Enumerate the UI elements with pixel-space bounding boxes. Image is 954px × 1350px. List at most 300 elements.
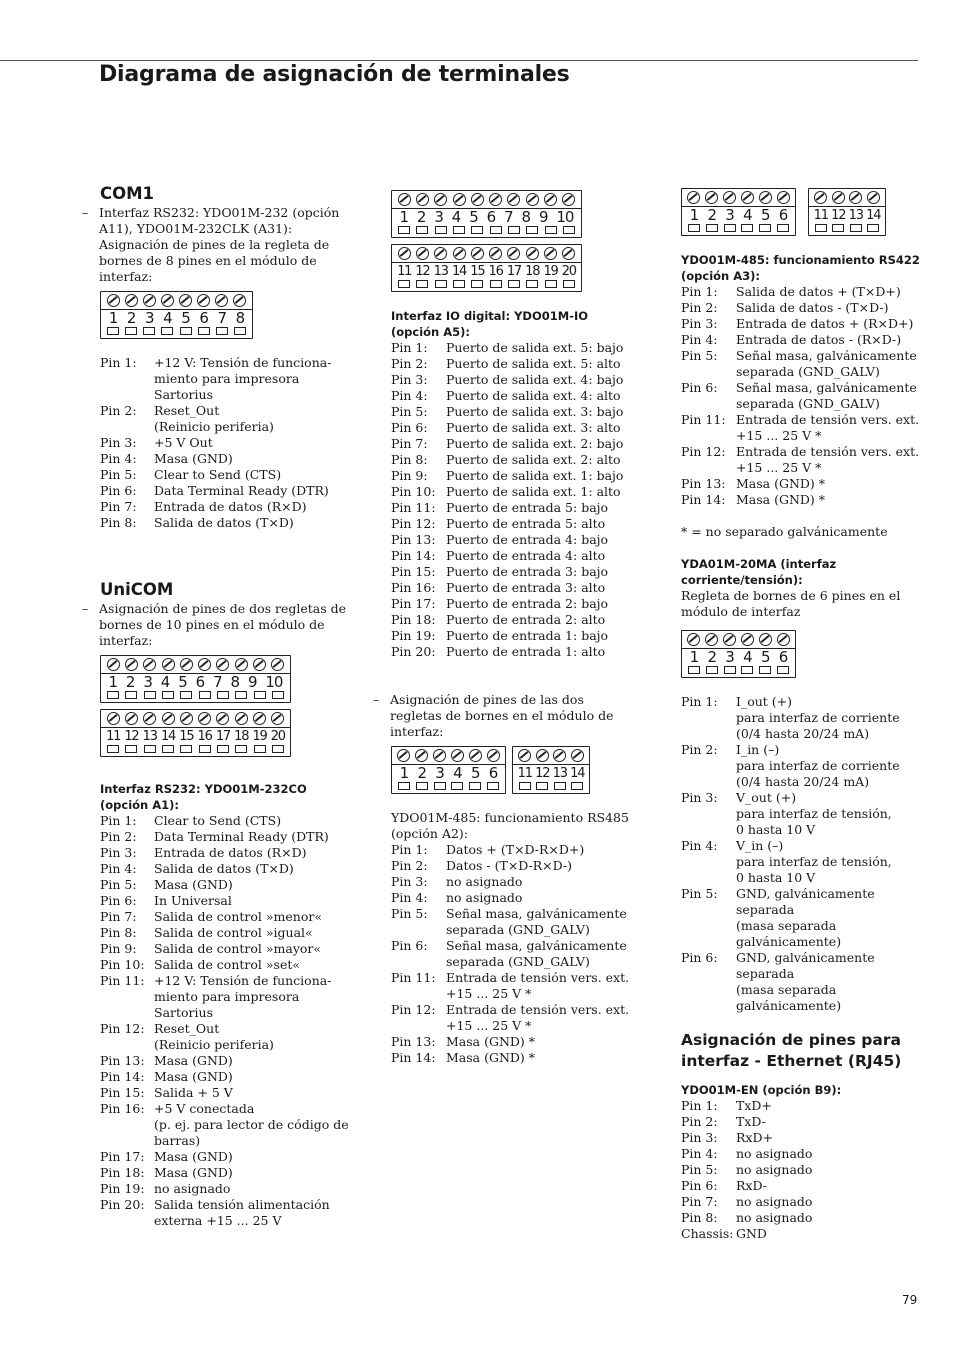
pin-description-line: miento para impresora Sartorius	[154, 371, 300, 402]
pin-label: Pin 18:	[391, 612, 436, 627]
terminal-number: 5	[178, 673, 187, 691]
terminal-slot	[235, 745, 247, 753]
pin-row	[100, 1069, 352, 1085]
pin-description-line: +15 ... 25 V *	[446, 986, 532, 1001]
screw-icon	[536, 749, 549, 762]
pin-row	[681, 1162, 926, 1178]
screw-icon	[687, 633, 700, 646]
pin-description	[446, 468, 635, 484]
pin-label: Pin 5:	[681, 348, 718, 363]
pin-label: Pin 4:	[681, 1146, 718, 1161]
terminal-slot	[453, 226, 465, 234]
pin-description-line: Entrada de tensión vers. ext.	[736, 444, 920, 459]
screw-icon	[705, 191, 718, 204]
terminal-slot	[526, 280, 538, 288]
screw-icon	[415, 749, 428, 762]
screw-icon	[233, 294, 246, 307]
pin-description-line: Puerto de salida ext. 4: alto	[446, 388, 621, 403]
terminal-slot	[180, 327, 192, 335]
pin-description-line: separada (GND_GALV)	[736, 396, 880, 411]
pin-description-line: +15 ... 25 V *	[446, 1018, 532, 1033]
pin-description	[446, 340, 635, 356]
pin-description-line: (p. ej. para lector de código de	[154, 1117, 349, 1132]
pin-label: Pin 2:	[681, 1114, 718, 1129]
terminal-number: 4	[163, 309, 172, 327]
pin-description-line: Masa (GND) *	[446, 1034, 536, 1049]
terminal-slot	[107, 327, 119, 335]
pin-label: Pin 4:	[681, 332, 718, 347]
pin-description	[446, 516, 635, 532]
pin-description	[154, 451, 352, 467]
screw-icon	[453, 193, 466, 206]
pin-description	[736, 694, 926, 742]
pin-description-line: RxD-	[736, 1178, 767, 1193]
terminal-number: 1	[108, 309, 118, 327]
rs485-intro: – Asignación de pines de las dos regletas de bornes en el módulo de interfaz:	[373, 692, 635, 740]
pin-description-line: Puerto de salida ext. 2: bajo	[446, 436, 624, 451]
screw-icon	[125, 712, 138, 725]
io-pin-list	[373, 340, 635, 660]
terminal-slot	[741, 224, 753, 232]
screw-icon	[398, 193, 411, 206]
pin-description-line: Clear to Send (CTS)	[154, 813, 282, 828]
pin-label: Pin 14:	[681, 492, 726, 507]
pin-description	[446, 874, 635, 890]
screw-icon	[705, 633, 718, 646]
pin-row	[681, 886, 926, 950]
screw-icon	[507, 193, 520, 206]
terminal-number: 3	[725, 648, 734, 666]
terminal-slot	[471, 226, 483, 234]
pin-description-line: Entrada de datos - (R×D-)	[736, 332, 902, 347]
terminal-slot	[416, 226, 428, 234]
terminal-slot	[777, 224, 789, 232]
pin-description-line: V_in (–)	[736, 838, 784, 853]
screw-icon	[759, 633, 772, 646]
pin-row	[681, 1130, 926, 1146]
pin-label: Pin 6:	[681, 950, 718, 965]
rs422-terminal-block-2	[808, 188, 886, 236]
pin-label: Pin 4:	[391, 890, 428, 905]
terminal-number: 6	[199, 309, 208, 327]
screw-icon	[161, 294, 174, 307]
terminal-slot	[554, 782, 566, 790]
pin-description	[736, 284, 926, 300]
pin-description-line: miento para impresora Sartorius	[154, 989, 300, 1020]
pin-label: Pin 2:	[391, 858, 428, 873]
pin-label: Pin 6:	[681, 380, 718, 395]
pin-label: Pin 16:	[391, 580, 436, 595]
screw-icon	[235, 712, 248, 725]
pin-description	[154, 877, 352, 893]
pin-description	[154, 829, 352, 845]
pin-description	[736, 742, 926, 790]
terminal-number: 13	[848, 208, 863, 223]
pin-label: Pin 15:	[100, 1085, 145, 1100]
pin-row	[681, 284, 926, 300]
pin-description-line: GND	[736, 1226, 767, 1241]
terminal-number: 2	[416, 208, 426, 226]
pin-row	[391, 356, 635, 372]
pin-row	[100, 813, 352, 829]
terminal-number: 10	[265, 673, 283, 691]
screw-icon	[197, 294, 210, 307]
pin-row	[391, 580, 635, 596]
terminal-number: 3	[434, 208, 443, 226]
pin-description-line: para interfaz de corriente	[736, 758, 900, 773]
pin-description-line: Puerto de salida ext. 3: bajo	[446, 404, 624, 419]
terminal-slot	[759, 666, 771, 674]
pin-label: Pin 17:	[391, 596, 436, 611]
terminal-number: 15	[179, 729, 194, 744]
pin-label: Pin 5:	[391, 404, 428, 419]
pin-row	[681, 694, 926, 742]
screw-icon	[453, 247, 466, 260]
pin-description	[446, 596, 635, 612]
pin-label: Pin 17:	[100, 1149, 145, 1164]
pin-description	[736, 1114, 926, 1130]
pin-label: Pin 9:	[391, 468, 428, 483]
pin-row	[681, 1114, 926, 1130]
pin-row	[100, 925, 352, 941]
pin-row	[681, 380, 926, 412]
io-terminal-block-1	[391, 190, 582, 238]
pin-label: Pin 8:	[681, 1210, 718, 1225]
pin-label: Pin 13:	[391, 1034, 436, 1049]
rs485-heading: YDO01M-485: funcionamiento RS485 (opción A2):	[391, 810, 629, 841]
pin-label: Pin 5:	[100, 467, 137, 482]
pin-description-line: Entrada de datos (R×D)	[154, 499, 307, 514]
pin-row	[100, 1085, 352, 1101]
pin-description-line: Salida de datos - (T×D-)	[736, 300, 889, 315]
pin-row	[681, 492, 926, 508]
pin-description	[446, 1034, 635, 1050]
pin-label: Pin 14:	[100, 1069, 145, 1084]
pin-row	[391, 436, 635, 452]
terminal-slot	[125, 745, 137, 753]
terminal-slot	[741, 666, 753, 674]
terminal-slot	[234, 327, 246, 335]
pin-description-line: Puerto de salida ext. 4: bajo	[446, 372, 624, 387]
screw-icon	[544, 247, 557, 260]
terminal-number: 8	[521, 208, 531, 226]
pin-description	[736, 348, 926, 380]
terminal-slot	[759, 224, 771, 232]
screw-icon	[489, 247, 502, 260]
rs485-terminal-block-2	[512, 746, 590, 794]
pin-description	[154, 1149, 352, 1165]
terminal-slot	[416, 782, 428, 790]
terminal-slot	[199, 745, 211, 753]
pin-label: Pin 8:	[100, 515, 137, 530]
pin-description	[446, 436, 635, 452]
pin-label: Pin 12:	[681, 444, 726, 459]
pin-row	[681, 1146, 926, 1162]
pin-description	[154, 467, 352, 483]
terminal-number: 8	[230, 673, 240, 691]
pin-label: Pin 18:	[100, 1165, 145, 1180]
screw-icon	[216, 658, 229, 671]
screw-icon	[526, 193, 539, 206]
rs485-terminal-block-1	[391, 746, 506, 794]
pin-description-line: Datos + (T×D-R×D+)	[446, 842, 585, 857]
pin-row	[391, 484, 635, 500]
screw-icon	[433, 749, 446, 762]
pin-row	[681, 790, 926, 838]
pin-label: Pin 13:	[681, 476, 726, 491]
pin-row	[681, 1194, 926, 1210]
terminal-number: 20	[270, 729, 285, 744]
terminal-slot	[125, 691, 137, 699]
screw-icon	[571, 749, 584, 762]
io-terminal-block-2	[391, 244, 582, 292]
terminal-number: 13	[142, 729, 157, 744]
pin-row	[100, 483, 352, 499]
screw-icon	[143, 712, 156, 725]
pin-description	[446, 842, 635, 858]
terminal-slot	[235, 691, 247, 699]
terminal-number: 7	[504, 208, 513, 226]
pin-description	[446, 906, 635, 938]
pin-description	[154, 403, 352, 435]
terminal-slot	[272, 745, 284, 753]
screw-icon	[162, 658, 175, 671]
pin-label: Pin 2:	[681, 742, 718, 757]
terminal-number: 3	[143, 673, 152, 691]
pin-row	[100, 1101, 352, 1149]
pin-label: Chassis:	[681, 1226, 734, 1241]
pin-label: Pin 5:	[391, 906, 428, 921]
screw-icon	[125, 294, 138, 307]
screw-icon	[143, 658, 156, 671]
pin-row	[391, 1002, 635, 1034]
pin-label: Pin 4:	[681, 838, 718, 853]
pin-label: Pin 6:	[100, 893, 137, 908]
terminal-number: 4	[451, 208, 461, 226]
terminal-number: 11	[813, 208, 828, 223]
terminal-slot	[107, 745, 119, 753]
pin-description	[736, 1098, 926, 1114]
terminal-number: 17	[215, 729, 230, 744]
screw-icon	[434, 193, 447, 206]
pin-row	[681, 348, 926, 380]
pin-description	[736, 1194, 926, 1210]
pin-description-line: +15 ... 25 V *	[736, 428, 822, 443]
screw-icon	[216, 712, 229, 725]
screw-icon	[143, 294, 156, 307]
pin-label: Pin 3:	[681, 316, 718, 331]
terminal-number: 2	[126, 309, 136, 327]
pin-description-line: Puerto de entrada 2: bajo	[446, 596, 609, 611]
terminal-slot	[519, 782, 531, 790]
pin-description	[154, 973, 352, 1021]
terminal-number: 11	[397, 264, 412, 279]
pin-row	[391, 644, 635, 660]
pin-description-line: externa +15 ... 25 V	[154, 1213, 282, 1228]
screw-icon	[777, 633, 790, 646]
pin-row	[681, 316, 926, 332]
screw-icon	[471, 247, 484, 260]
pin-description-line: Puerto de salida ext. 3: alto	[446, 420, 621, 435]
terminal-number: 6	[778, 648, 788, 666]
pin-label: Pin 3:	[681, 790, 718, 805]
pin-row	[391, 858, 635, 874]
terminal-number: 12	[535, 766, 550, 781]
screw-icon	[487, 749, 500, 762]
terminal-slot	[706, 666, 718, 674]
pin-label: Pin 4:	[100, 451, 137, 466]
column-left	[82, 183, 352, 1229]
terminal-number: 6	[488, 764, 498, 782]
terminal-number: 1	[689, 206, 699, 224]
screw-icon	[451, 749, 464, 762]
pin-row	[681, 1226, 926, 1242]
terminal-number: 14	[451, 264, 467, 279]
terminal-number: 13	[433, 264, 448, 279]
pin-row	[391, 628, 635, 644]
com1-terminal-block	[100, 291, 253, 339]
pin-row	[100, 467, 352, 483]
pin-description	[154, 1021, 352, 1053]
column-middle	[373, 190, 635, 1066]
pin-description-line: RxD+	[736, 1130, 773, 1145]
pin-description	[446, 970, 635, 1002]
rs422-pin-list	[681, 284, 926, 508]
pin-description-line: Masa (GND) *	[446, 1050, 536, 1065]
pin-description-line: Clear to Send (CTS)	[154, 467, 282, 482]
pin-description	[446, 500, 635, 516]
pin-description-line: Masa (GND)	[154, 1165, 233, 1180]
terminal-slot	[471, 280, 483, 288]
pin-description	[154, 1069, 352, 1085]
ethernet-pin-list	[681, 1098, 926, 1242]
terminal-number: 1	[689, 648, 699, 666]
screw-icon	[814, 191, 827, 204]
terminal-slot	[217, 691, 229, 699]
pin-description-line: (masa separada galvánicamente)	[736, 918, 842, 949]
pin-row	[100, 829, 352, 845]
terminal-number: 19	[543, 264, 558, 279]
terminal-number: 8	[235, 309, 245, 327]
pin-label: Pin 5:	[681, 886, 718, 901]
pin-description-line: separada (GND_GALV)	[446, 922, 590, 937]
pin-description	[736, 332, 926, 348]
terminal-number: 5	[181, 309, 190, 327]
screw-icon	[469, 749, 482, 762]
pin-description	[446, 1002, 635, 1034]
terminal-slot	[125, 327, 137, 335]
terminal-slot	[451, 782, 463, 790]
terminal-number: 3	[435, 764, 444, 782]
screw-icon	[416, 247, 429, 260]
terminal-number: 19	[252, 729, 267, 744]
pin-description	[446, 404, 635, 420]
terminal-slot	[724, 224, 736, 232]
pin-label: Pin 10:	[100, 957, 145, 972]
screw-icon	[179, 294, 192, 307]
pin-description-line: Salida + 5 V	[154, 1085, 233, 1100]
terminal-number: 16	[488, 264, 503, 279]
pin-description	[446, 388, 635, 404]
pin-description	[154, 1053, 352, 1069]
pin-description-line: Señal masa, galvánicamente	[736, 380, 917, 395]
pin-label: Pin 5:	[681, 1162, 718, 1177]
pin-description	[446, 484, 635, 500]
pin-row	[100, 355, 352, 403]
terminal-number: 12	[831, 208, 846, 223]
pin-description	[736, 1130, 926, 1146]
rs232co-heading: Interfaz RS232: YDO01M-232CO (opción A1):	[100, 782, 307, 812]
screw-icon	[198, 658, 211, 671]
pin-row	[391, 874, 635, 890]
yda-terminal-block	[681, 630, 796, 678]
terminal-number: 2	[707, 648, 717, 666]
terminal-number: 2	[707, 206, 717, 224]
terminal-number: 9	[538, 208, 548, 226]
unicom-terminal-block-1	[100, 655, 291, 703]
pin-row	[681, 1098, 926, 1114]
page-number: 79	[902, 1293, 918, 1307]
pin-description-line: I_in (–)	[736, 742, 780, 757]
pin-description-line: GND, galvánicamente separada	[736, 886, 875, 917]
terminal-number: 3	[725, 206, 734, 224]
pin-row	[100, 1181, 352, 1197]
terminal-number: 9	[247, 673, 257, 691]
terminal-slot	[688, 224, 700, 232]
pin-description-line: barras)	[154, 1133, 201, 1148]
screw-icon	[235, 658, 248, 671]
terminal-slot	[162, 691, 174, 699]
unicom-intro: – Asignación de pines de dos regletas de bornes de 10 pines en el módulo de interfaz:	[82, 601, 352, 649]
rs422-heading: YDO01M-485: funcionamiento RS422 (opción A3):	[681, 253, 920, 283]
pin-description-line: Puerto de entrada 5: bajo	[446, 500, 609, 515]
ethernet-subheading: YDO01M-EN (opción B9):	[681, 1083, 842, 1097]
terminal-number: 16	[197, 729, 212, 744]
pin-description	[154, 925, 352, 941]
io-heading: Interfaz IO digital: YDO01M-IO (opción A5):	[391, 309, 589, 339]
pin-description-line: Salida tensión alimentación	[154, 1197, 330, 1212]
pin-label: Pin 2:	[681, 300, 718, 315]
pin-description	[736, 316, 926, 332]
terminal-slot	[571, 782, 583, 790]
ethernet-heading: Asignación de pines para interfaz - Ethernet (RJ45)	[681, 1031, 902, 1070]
terminal-slot	[161, 327, 173, 335]
pin-label: Pin 3:	[681, 1130, 718, 1145]
pin-row	[391, 500, 635, 516]
terminal-number: 1	[399, 764, 409, 782]
pin-description-line: (0/4 hasta 20/24 mA)	[736, 774, 870, 789]
pin-row	[100, 1021, 352, 1053]
terminal-number: 15	[470, 264, 485, 279]
pin-label: Pin 14:	[391, 1050, 436, 1065]
terminal-slot	[536, 782, 548, 790]
pin-description	[736, 1210, 926, 1226]
pin-row	[100, 861, 352, 877]
pin-description-line: Puerto de entrada 3: bajo	[446, 564, 609, 579]
pin-label: Pin 20:	[100, 1197, 145, 1212]
pin-description-line: Puerto de salida ext. 5: alto	[446, 356, 621, 371]
pin-description	[736, 1146, 926, 1162]
screw-icon	[198, 712, 211, 725]
pin-label: Pin 11:	[681, 412, 726, 427]
pin-description	[446, 890, 635, 906]
pin-row	[681, 1178, 926, 1194]
terminal-slot	[398, 280, 410, 288]
terminal-slot	[867, 224, 879, 232]
screw-icon	[271, 658, 284, 671]
pin-description-line: no asignado	[736, 1162, 813, 1177]
pin-row	[100, 973, 352, 1021]
